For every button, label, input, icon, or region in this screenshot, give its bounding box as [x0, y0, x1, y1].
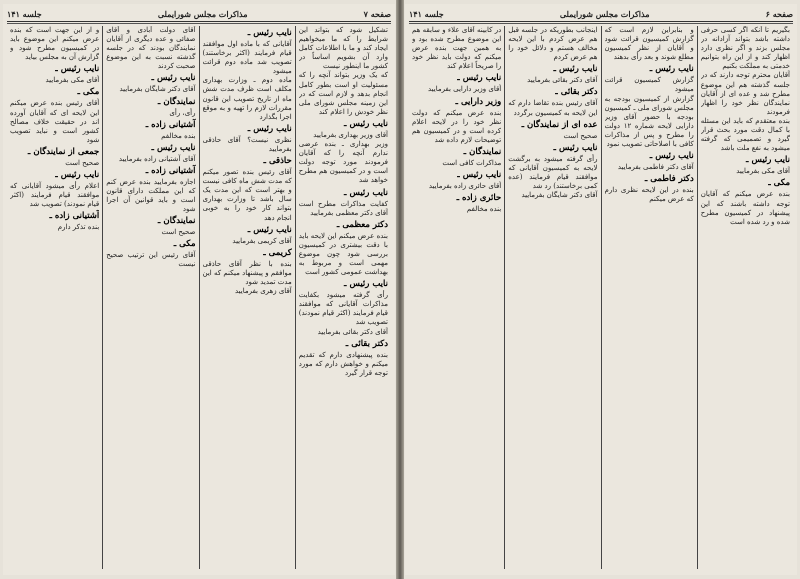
paragraph: آقای وزیر دارایی بفرمایید — [427, 85, 502, 94]
speaker-name: نایب رئیس ـ — [151, 73, 196, 84]
paragraph: صحیح است — [65, 158, 100, 167]
paragraph: گزارش کمیسیون قرائت میشود — [604, 76, 694, 94]
paragraph: بنده معتقدم که باید این مسئله با کمال دقت مورد بحث قرار گیرد و تصمیمی که گرفته میشود به نفع ملت باشد — [700, 116, 790, 153]
paragraph: تشکیل شود که بتواند این شرایط را که ما میخواهیم ایجاد کند و ما با اطلاعات کامل وارد آن بشویم اساساً در کشور ما اینطور نیست — [298, 26, 388, 71]
paragraph: بنده عرض میکنم که آقایان توجه داشته باشند که این پیشنهاد در کمیسیون مطرح شده و رد شده است — [700, 190, 790, 226]
paragraph: بنده تذکر دارم — [57, 223, 100, 232]
paragraph: نظری نیست؟ آقای حاذقی بفرمایید — [202, 135, 292, 153]
left-page-header — [7, 7, 391, 22]
speaker-name: نمایندگان ـ — [157, 96, 196, 107]
paragraph: آقای حائری زاده بفرمایید — [428, 182, 502, 191]
paragraph: اعلام رأی میشود آقایانی که موافقند قیام فرمایند (اکثر قیام نمودند) تصویب شد — [10, 182, 100, 209]
speaker-name: نمایندگان ـ — [157, 216, 196, 227]
speaker-name: نایب رئیس ـ — [457, 170, 502, 181]
speaker-name: نایب رئیس ـ — [553, 142, 598, 153]
speaker-name: نایب رئیس ـ — [649, 151, 694, 162]
paragraph: بنده مخالفم — [161, 131, 196, 140]
speaker-name: وزیر دارایی ـ — [455, 96, 502, 107]
text-column — [409, 26, 505, 569]
speaker-name: نایب رئیس ـ — [344, 279, 388, 290]
speaker-name: حائری زاده ـ — [456, 193, 502, 204]
paragraph: بنده پیشنهادی دارم که تقدیم میکنم و خواهش دارم که مورد توجه قرار گیرد — [298, 350, 388, 377]
paragraph: آقای دولت آبادی و آقای صفائی و عده دیگری از آقایان نمایندگان بودند که در جلسه گذشته نسبت به این موضوع صحبت کردند — [106, 26, 196, 71]
paragraph: رأی گرفته میشود به برگشت لایحه به کمیسیون آقایانی که موافقند قیام فرمایند (عده کمی برخاستند) رد شد — [508, 154, 598, 191]
speaker-name: نایب رئیس ـ — [344, 118, 388, 129]
paragraph: آقای کریمی بفرمایید — [232, 236, 292, 245]
paragraph: آقای دکتر بقائی بفرمایید — [317, 327, 388, 336]
left-header-rule — [7, 23, 391, 24]
speaker-name: مکی ـ — [173, 239, 196, 250]
speaker-name: نایب رئیس ـ — [746, 155, 790, 166]
speaker-name: جمعی از نمایندگان ـ — [27, 146, 100, 157]
paragraph: آقای دکتر شایگان بفرمایید — [119, 85, 196, 94]
paragraph: آقای رئیس بنده عرض میکنم این لایحه ای که آقایان آورده اند در حقیقت خلاف مصالح کشور است و نباید تصویب شود — [10, 99, 100, 144]
paragraph: آقای زهری بفرمایید — [235, 286, 292, 295]
speaker-name: کریمی ـ — [263, 247, 292, 258]
paragraph: آقای رئیس بنده تصور میکنم که مدت شش ماه کافی نیست و بهتر است که این مدت یک سال باشد تا وزارت بهداری بتواند کار خود را به خوبی انجام دهد — [202, 168, 292, 222]
paragraph: بنده با نظر آقای حاذقی موافقم و پیشنهاد میکنم که این مدت تمدید شود — [202, 259, 292, 286]
text-column — [7, 26, 103, 569]
right-page — [405, 4, 797, 575]
paragraph: گزارش از کمیسیون بودجه به مجلس شورای ملی ـ کمیسیون بودجه با حضور آقای وزیر دارایی لایحه شماره ۱۲ دولت را مطرح و پس از مذاکرات کافی با اصلاحاتی تصویب نمود — [604, 94, 694, 149]
left-page-number: صفحه ۷ — [363, 9, 391, 19]
speaker-name: آشتیانی زاده ـ — [145, 165, 196, 176]
paragraph: آقایانی که با ماده اول موافقند قیام فرمایند (اکثر برخاستند) تصویب شد ماده دوم قرائت میشود — [202, 40, 292, 76]
speaker-name: نایب رئیس ـ — [344, 187, 388, 198]
paragraph: رأی گرفته میشود بکفایت مذاکرات آقایانی که موافقند قیام فرمایند (اکثر قیام نمودند) تصویب شد — [298, 291, 388, 327]
speaker-name: نایب رئیس ـ — [247, 224, 292, 235]
speaker-name: آشتیانی زاده ـ — [49, 211, 100, 222]
paragraph: آقای مکی بفرمایید — [45, 76, 100, 85]
paragraph: آقای دکتر شایگان بفرمایید — [521, 191, 598, 200]
speaker-name: نایب رئیس ـ — [151, 142, 196, 153]
paragraph: آقایان محترم توجه دارند که در جلسه گذشته هم این موضوع مطرح شد و عده ای از آقایان نمایندگان نظر خود را اظهار فرمودند — [700, 71, 790, 116]
paragraph: وزیر بهداری ـ بنده عرضی ندارم آنچه را که آقایان فرمودند مورد توجه دولت است و در کمیسیون هم مطرح خواهد شد — [298, 140, 388, 185]
left-page-title: مذاکرات مجلس شورایملی — [157, 9, 248, 19]
speaker-name: نایب رئیس ـ — [247, 123, 292, 134]
speaker-name: دکتر فاطمی ـ — [644, 174, 694, 185]
text-column — [103, 26, 199, 569]
speaker-name: حاذقی ـ — [263, 156, 292, 167]
text-column — [602, 26, 698, 569]
speaker-name: نمایندگان ـ — [463, 146, 502, 157]
right-page-title: مذاکرات مجلس شورایملی — [559, 9, 650, 19]
left-page-columns — [7, 26, 391, 569]
paragraph: بنده عرض میکنم که دولت نظر خود را در لایحه اعلام کرده است و در کمیسیون هم توضیحات لازم داده شد — [412, 108, 502, 144]
text-column — [296, 26, 391, 569]
speaker-name: دکتر بقائی ـ — [345, 338, 388, 349]
text-column — [698, 26, 793, 569]
paragraph: بنده عرض میکنم این لایحه باید با دقت بیشتری در کمیسیون بررسی شود چون موضوع مهمی است و مربوط به بهداشت عمومی کشور است — [298, 231, 388, 277]
speaker-name: نایب رئیس ـ — [457, 73, 502, 84]
text-column — [505, 26, 601, 569]
right-header-rule — [409, 23, 793, 24]
paragraph: ماده دوم ـ وزارت بهداری مکلف است ظرف مدت شش ماه از تاریخ تصویب این قانون مقررات لازم را تهیه و به موقع اجرا بگذارد — [202, 76, 292, 121]
paragraph: بگیریم تا آنکه اگر کسی حرفی داشته باشد بتواند آزادانه در مجلس بزند و اگر نظری دارد اظهار کند و از این راه بتوانیم خدمتی به مملکت بکنیم — [700, 26, 790, 71]
paragraph: و از این جهت است که بنده عرض میکنم این موضوع باید در کمیسیون مطرح شود و گزارش آن به مجلس بیاید — [10, 26, 100, 62]
speaker-name: دکتر معظمی ـ — [336, 219, 388, 230]
speaker-name: مکی ـ — [768, 178, 790, 189]
speaker-name: نایب رئیس ـ — [649, 64, 694, 75]
paragraph: آقای دکتر فاطمی بفرمایید — [617, 163, 694, 172]
paragraph: صحیح است — [563, 131, 598, 140]
speaker-name: نایب رئیس ـ — [553, 64, 598, 75]
speaker-name: دکتر بقائی ـ — [555, 87, 598, 98]
right-page-columns — [409, 26, 793, 569]
paragraph: آقای وزیر بهداری بفرمایید — [313, 130, 388, 139]
paragraph: آقای آشتیانی زاده بفرمایید — [118, 154, 196, 163]
paragraph: آقای رئیس این ترتیب صحیح نیست — [106, 251, 196, 269]
right-page-number: صفحه ۶ — [765, 9, 793, 19]
paragraph: مذاکرات کافی است — [442, 158, 502, 167]
speaker-name: نایب رئیس ـ — [55, 64, 100, 75]
binding-gutter — [396, 0, 404, 579]
left-page — [3, 4, 395, 575]
paragraph: بنده در این لایحه نظری دارم که عرض میکنم — [604, 186, 694, 204]
paragraph: در کابینه آقای علاء و سابقه هم این موضوع مطرح شده بود و به همین جهت بنده عرض میکنم که دولت باید نظر خود را صریحاً اعلام کند — [412, 26, 502, 71]
paragraph: آقای دکتر بقائی بفرمایید — [527, 76, 598, 85]
paragraph: رأی، رأی — [169, 108, 196, 117]
paragraph: و بنابراین لازم است که گزارش کمیسیون قرائت شود و آقایان از نظر کمیسیون مطلع شوند و بعد رأی بدهند — [604, 26, 694, 62]
paragraph: اجازه بفرمایید بنده عرض کنم که این مملکت دارای قانون است و باید قوانین آن اجرا شود — [106, 177, 196, 214]
speaker-name: مکی ـ — [77, 87, 100, 98]
speaker-name: آشتیانی زاده ـ — [145, 119, 196, 130]
paragraph: کفایت مذاکرات مطرح است آقای دکتر معظمی بفرمایید — [298, 199, 388, 217]
paragraph: آقای مکی بفرمایید — [736, 167, 790, 176]
right-page-session: جلسه ۱۴۱ — [409, 9, 444, 19]
paragraph: صحیح است — [161, 228, 196, 237]
paragraph: که یک وزیر بتواند آنچه را که مسئولیت او است بطور کامل انجام بدهد و لازم است که در این زمینه مجلس شورای ملی نظر خودش را اعلام کند — [298, 71, 388, 116]
paragraph: اینجانب بطوریکه در جلسه قبل هم عرض کردم با این لایحه مخالف هستم و دلائل خود را هم عرض کردم — [508, 26, 598, 62]
speaker-name: نایب رئیس ـ — [55, 170, 100, 181]
paragraph: آقای رئیس بنده تقاضا دارم که این لایحه به کمیسیون برگردد — [508, 99, 598, 117]
speaker-name: عده ای از نمایندگان ـ — [521, 119, 598, 130]
text-column — [200, 26, 296, 569]
left-page-session: جلسه ۱۴۱ — [7, 9, 42, 19]
right-page-header — [409, 7, 793, 22]
speaker-name: نایب رئیس ـ — [247, 28, 292, 38]
paragraph: بنده مخالفم — [466, 205, 502, 214]
